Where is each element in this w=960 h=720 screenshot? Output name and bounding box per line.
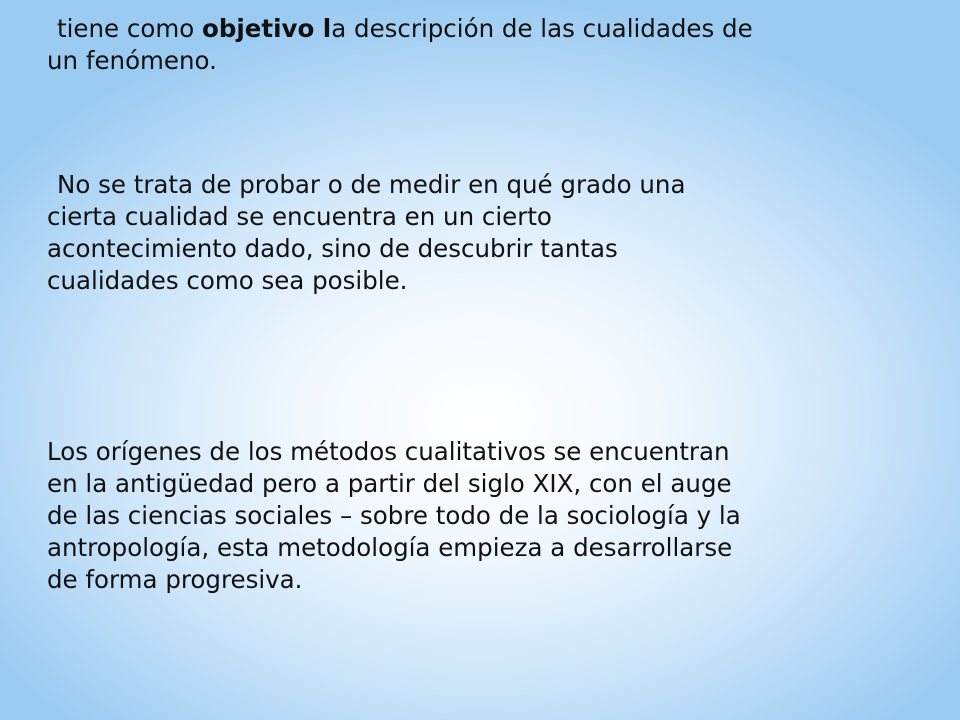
paragraph-line: cierta cualidad se encuentra en un cierto bbox=[47, 202, 552, 231]
paragraph-line: de las ciencias sociales – sobre todo de la sociología y la bbox=[47, 501, 741, 530]
paragraph-origins bbox=[47, 436, 741, 596]
paragraph-line: cualidades como sea posible. bbox=[47, 266, 408, 295]
paragraph-line: acontecimiento dado, sino de descubrir tantas bbox=[47, 234, 618, 263]
paragraph-line: Los orígenes de los métodos cualitativos se encuentran bbox=[47, 437, 730, 466]
paragraph-line: de forma progresiva. bbox=[47, 565, 303, 594]
text-run: a descripción de las cualidades de bbox=[331, 14, 753, 43]
paragraph-line: antropología, esta metodología empieza a desarrollarse bbox=[47, 533, 733, 562]
paragraph-not-measuring bbox=[47, 169, 685, 297]
paragraph-line: en la antigüedad pero a partir del siglo XIX, con el auge bbox=[47, 469, 732, 498]
paragraph-objective bbox=[47, 13, 753, 77]
paragraph-line bbox=[47, 13, 753, 45]
paragraph-line: No se trata de probar o de medir en qué grado una bbox=[57, 170, 686, 199]
bold-text-run: objetivo l bbox=[201, 14, 332, 43]
text-run: tiene como bbox=[57, 14, 202, 43]
paragraph-line: un fenómeno. bbox=[47, 46, 217, 75]
